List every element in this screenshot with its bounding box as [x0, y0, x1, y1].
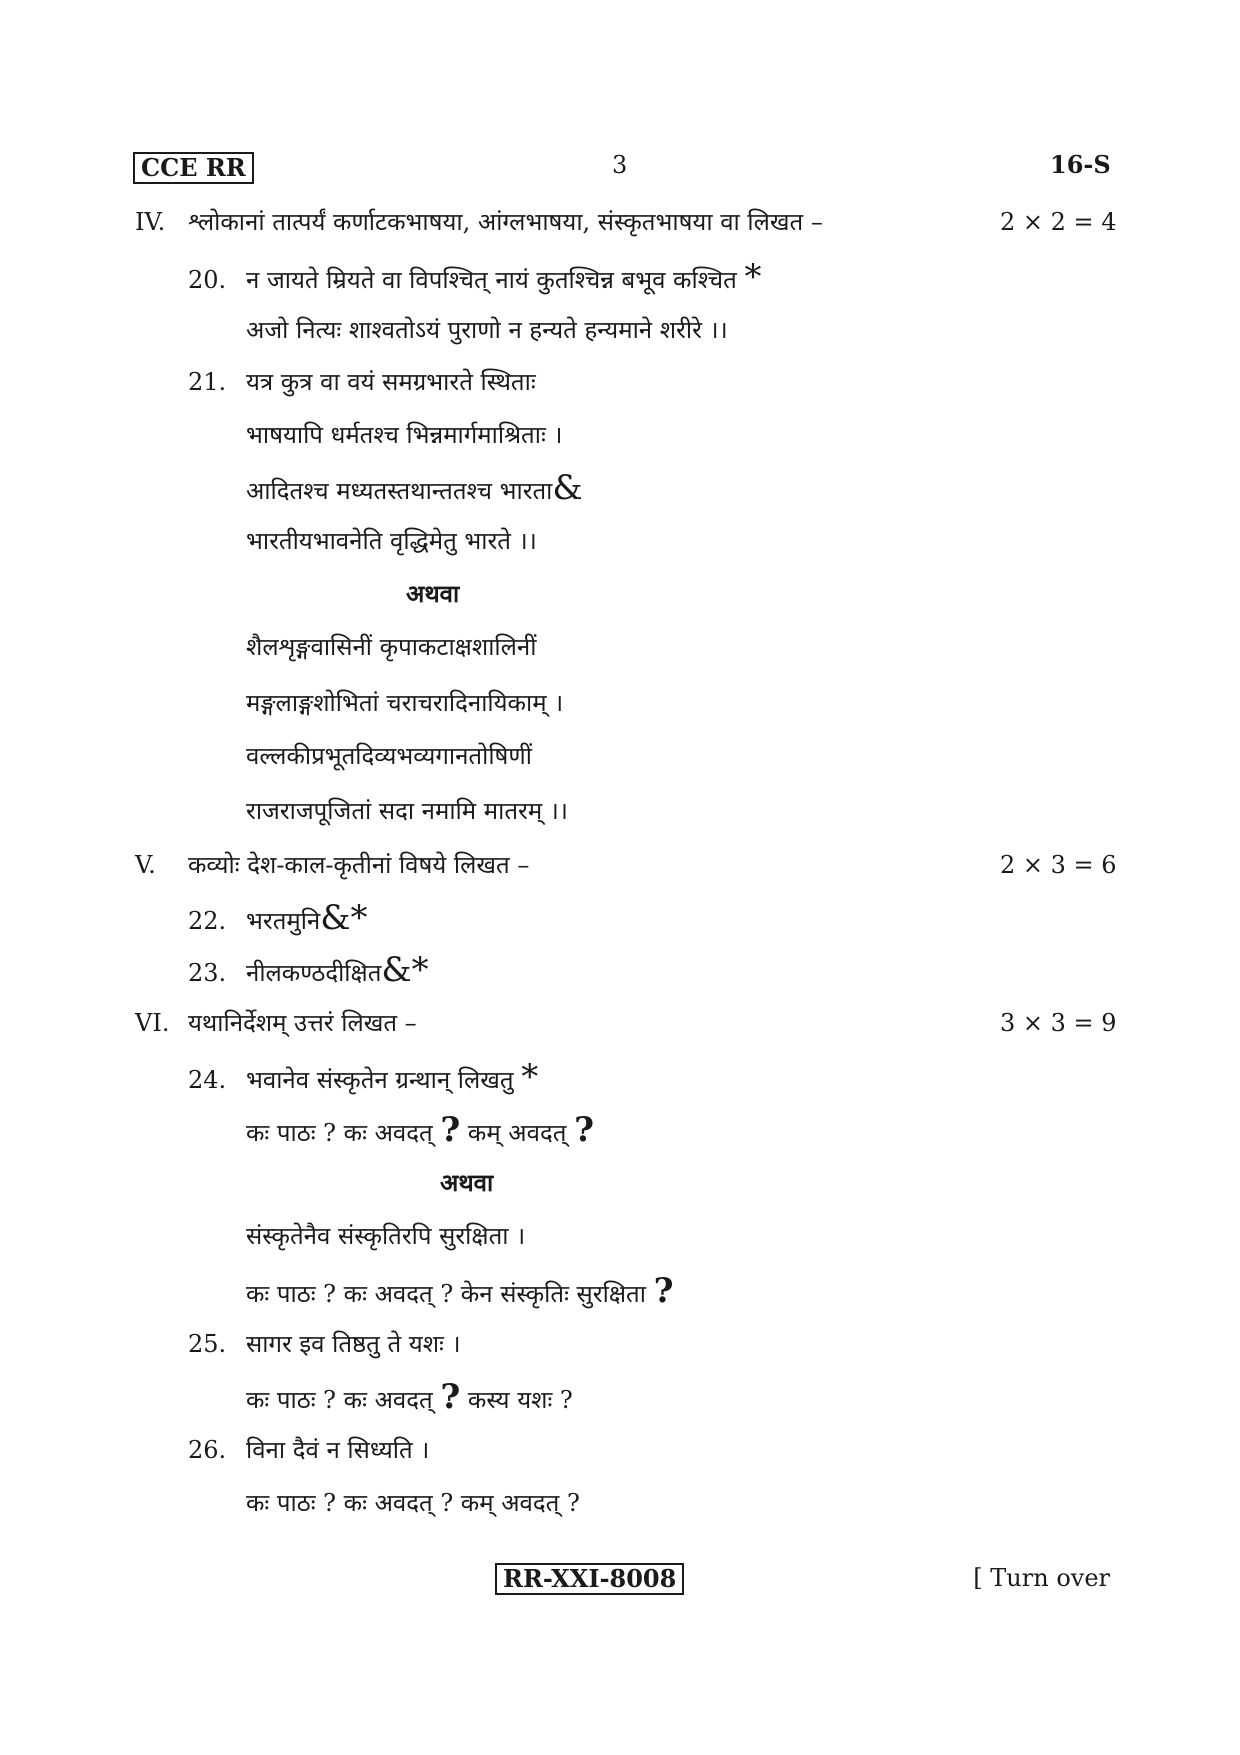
question-24-alt1: संस्कृतेनैव संस्कृतिरपि सुरक्षिता ।: [246, 1222, 526, 1250]
question-20-line1: [188, 257, 762, 297]
section-vi-roman: VI.: [135, 1009, 170, 1037]
question-24-number: 24.: [188, 1066, 227, 1094]
question-25-number: 25.: [188, 1330, 227, 1358]
question-21-alt3: वल्लकीप्रभूतदिव्यभव्यगानतोषिणीं: [246, 742, 532, 770]
question-24-line2: [246, 1110, 594, 1150]
question-24-qmark2: ?: [574, 1110, 594, 1150]
question-21-alt2: मङ्गलाङ्गशोभितां चराचरादिनायिकाम् ।: [246, 689, 564, 717]
question-24-text1: भवानेव संस्कृतेन ग्रन्थान् लिखतु: [246, 1066, 514, 1094]
question-24-symbol: *: [521, 1057, 539, 1097]
section-iv-instruction: श्लोकानां तात्पर्यं कर्णाटकभाषया, आंग्लभाषया, संस्कृतभाषया वा लिखत –: [188, 208, 823, 236]
question-26-line2: कः पाठः ? कः अवदत् ? कम् अवदत् ?: [246, 1489, 580, 1517]
footer-code-box: [495, 1563, 684, 1595]
question-23-number: 23.: [188, 959, 227, 987]
question-24-line1: [188, 1057, 539, 1097]
page-number: 3: [612, 151, 628, 179]
question-25-line2: [246, 1377, 573, 1417]
question-21-alt4: राजराजपूजितां सदा नमामि मातरम् ।।: [246, 797, 568, 825]
question-20-symbol: *: [744, 257, 762, 297]
question-25-text2a: कः पाठः ? कः अवदत्: [246, 1386, 433, 1414]
section-v-marks: 2 × 3 = 6: [1000, 851, 1117, 879]
question-25-text2b: कस्य यशः ?: [467, 1386, 573, 1414]
question-21-line4: भारतीयभावनेति वृद्धिमेतु भारते ।।: [246, 527, 537, 555]
question-21-text3: आदितश्च मध्यतस्तथान्ततश्च भारता: [246, 477, 553, 505]
question-21-or: अथवा: [406, 579, 460, 608]
question-24-alt2-qmark: ?: [653, 1271, 674, 1311]
section-vi-marks: 3 × 3 = 9: [1000, 1009, 1117, 1037]
question-21-text1: यत्र कुत्र वा वयं समग्रभारते स्थिताः: [246, 368, 536, 396]
question-24-qmark1: ?: [440, 1110, 461, 1150]
question-26-text1: विना दैवं न सिध्यति ।: [246, 1436, 430, 1464]
question-24-or: अथवा: [440, 1168, 494, 1197]
question-23-text: नीलकण्ठदीक्षित: [246, 959, 382, 987]
question-21-line1: [188, 367, 536, 397]
question-25-qmark: ?: [440, 1377, 461, 1417]
question-24-alt2-text: कः पाठः ? कः अवदत् ? केन संस्कृतिः सुरक्षिता: [246, 1280, 646, 1308]
question-21-line3: [246, 468, 583, 508]
question-24-text2b: कम् अवदत्: [467, 1119, 567, 1147]
turn-over: [ Turn over: [973, 1564, 1110, 1592]
question-24-text2a: कः पाठः ? कः अवदत्: [246, 1119, 433, 1147]
section-iv-marks: 2 × 2 = 4: [1000, 208, 1117, 236]
question-20-line2: अजो नित्यः शाश्वतोऽयं पुराणो न हन्यते हन्यमाने शरीरे ।।: [246, 316, 728, 344]
question-23: [188, 950, 429, 990]
footer-code: RR-XXI-8008: [503, 1564, 677, 1593]
question-22: [188, 898, 368, 938]
question-24-alt2: [246, 1271, 674, 1311]
question-21-line2: भाषयापि धर्मतश्च भिन्नमार्गमाश्रिताः ।: [246, 421, 563, 449]
question-25-text1: सागर इव तिष्ठतु ते यशः ।: [246, 1330, 461, 1358]
question-26-line1: [188, 1435, 429, 1465]
question-22-symbol: &*: [320, 898, 368, 938]
question-22-text: भरतमुनि: [246, 907, 321, 935]
header-code-box: [133, 152, 254, 184]
paper-code: 16-S: [1050, 150, 1111, 179]
section-iv-roman: IV.: [135, 208, 166, 236]
section-vi-instruction: यथानिर्देशम् उत्तरं लिखत –: [188, 1009, 417, 1037]
section-v-roman: V.: [135, 851, 156, 879]
question-21-symbol: &: [552, 468, 583, 508]
question-22-number: 22.: [188, 907, 227, 935]
question-23-symbol: &*: [381, 950, 429, 990]
section-v-instruction: कव्योः देश-काल-कृतीनां विषये लिखत –: [188, 851, 530, 879]
question-26-number: 26.: [188, 1436, 227, 1464]
question-21-alt1: शैलशृङ्गवासिनीं कृपाकटाक्षशालिनीं: [246, 633, 537, 661]
question-21-number: 21.: [188, 368, 227, 396]
question-25-line1: [188, 1329, 461, 1359]
question-20-number: 20.: [188, 266, 227, 294]
header-code: CCE RR: [141, 153, 246, 182]
question-20-text1: न जायते म्रियते वा विपश्चित् नायं कुतश्चिन्न बभूव कश्चित: [246, 266, 737, 294]
